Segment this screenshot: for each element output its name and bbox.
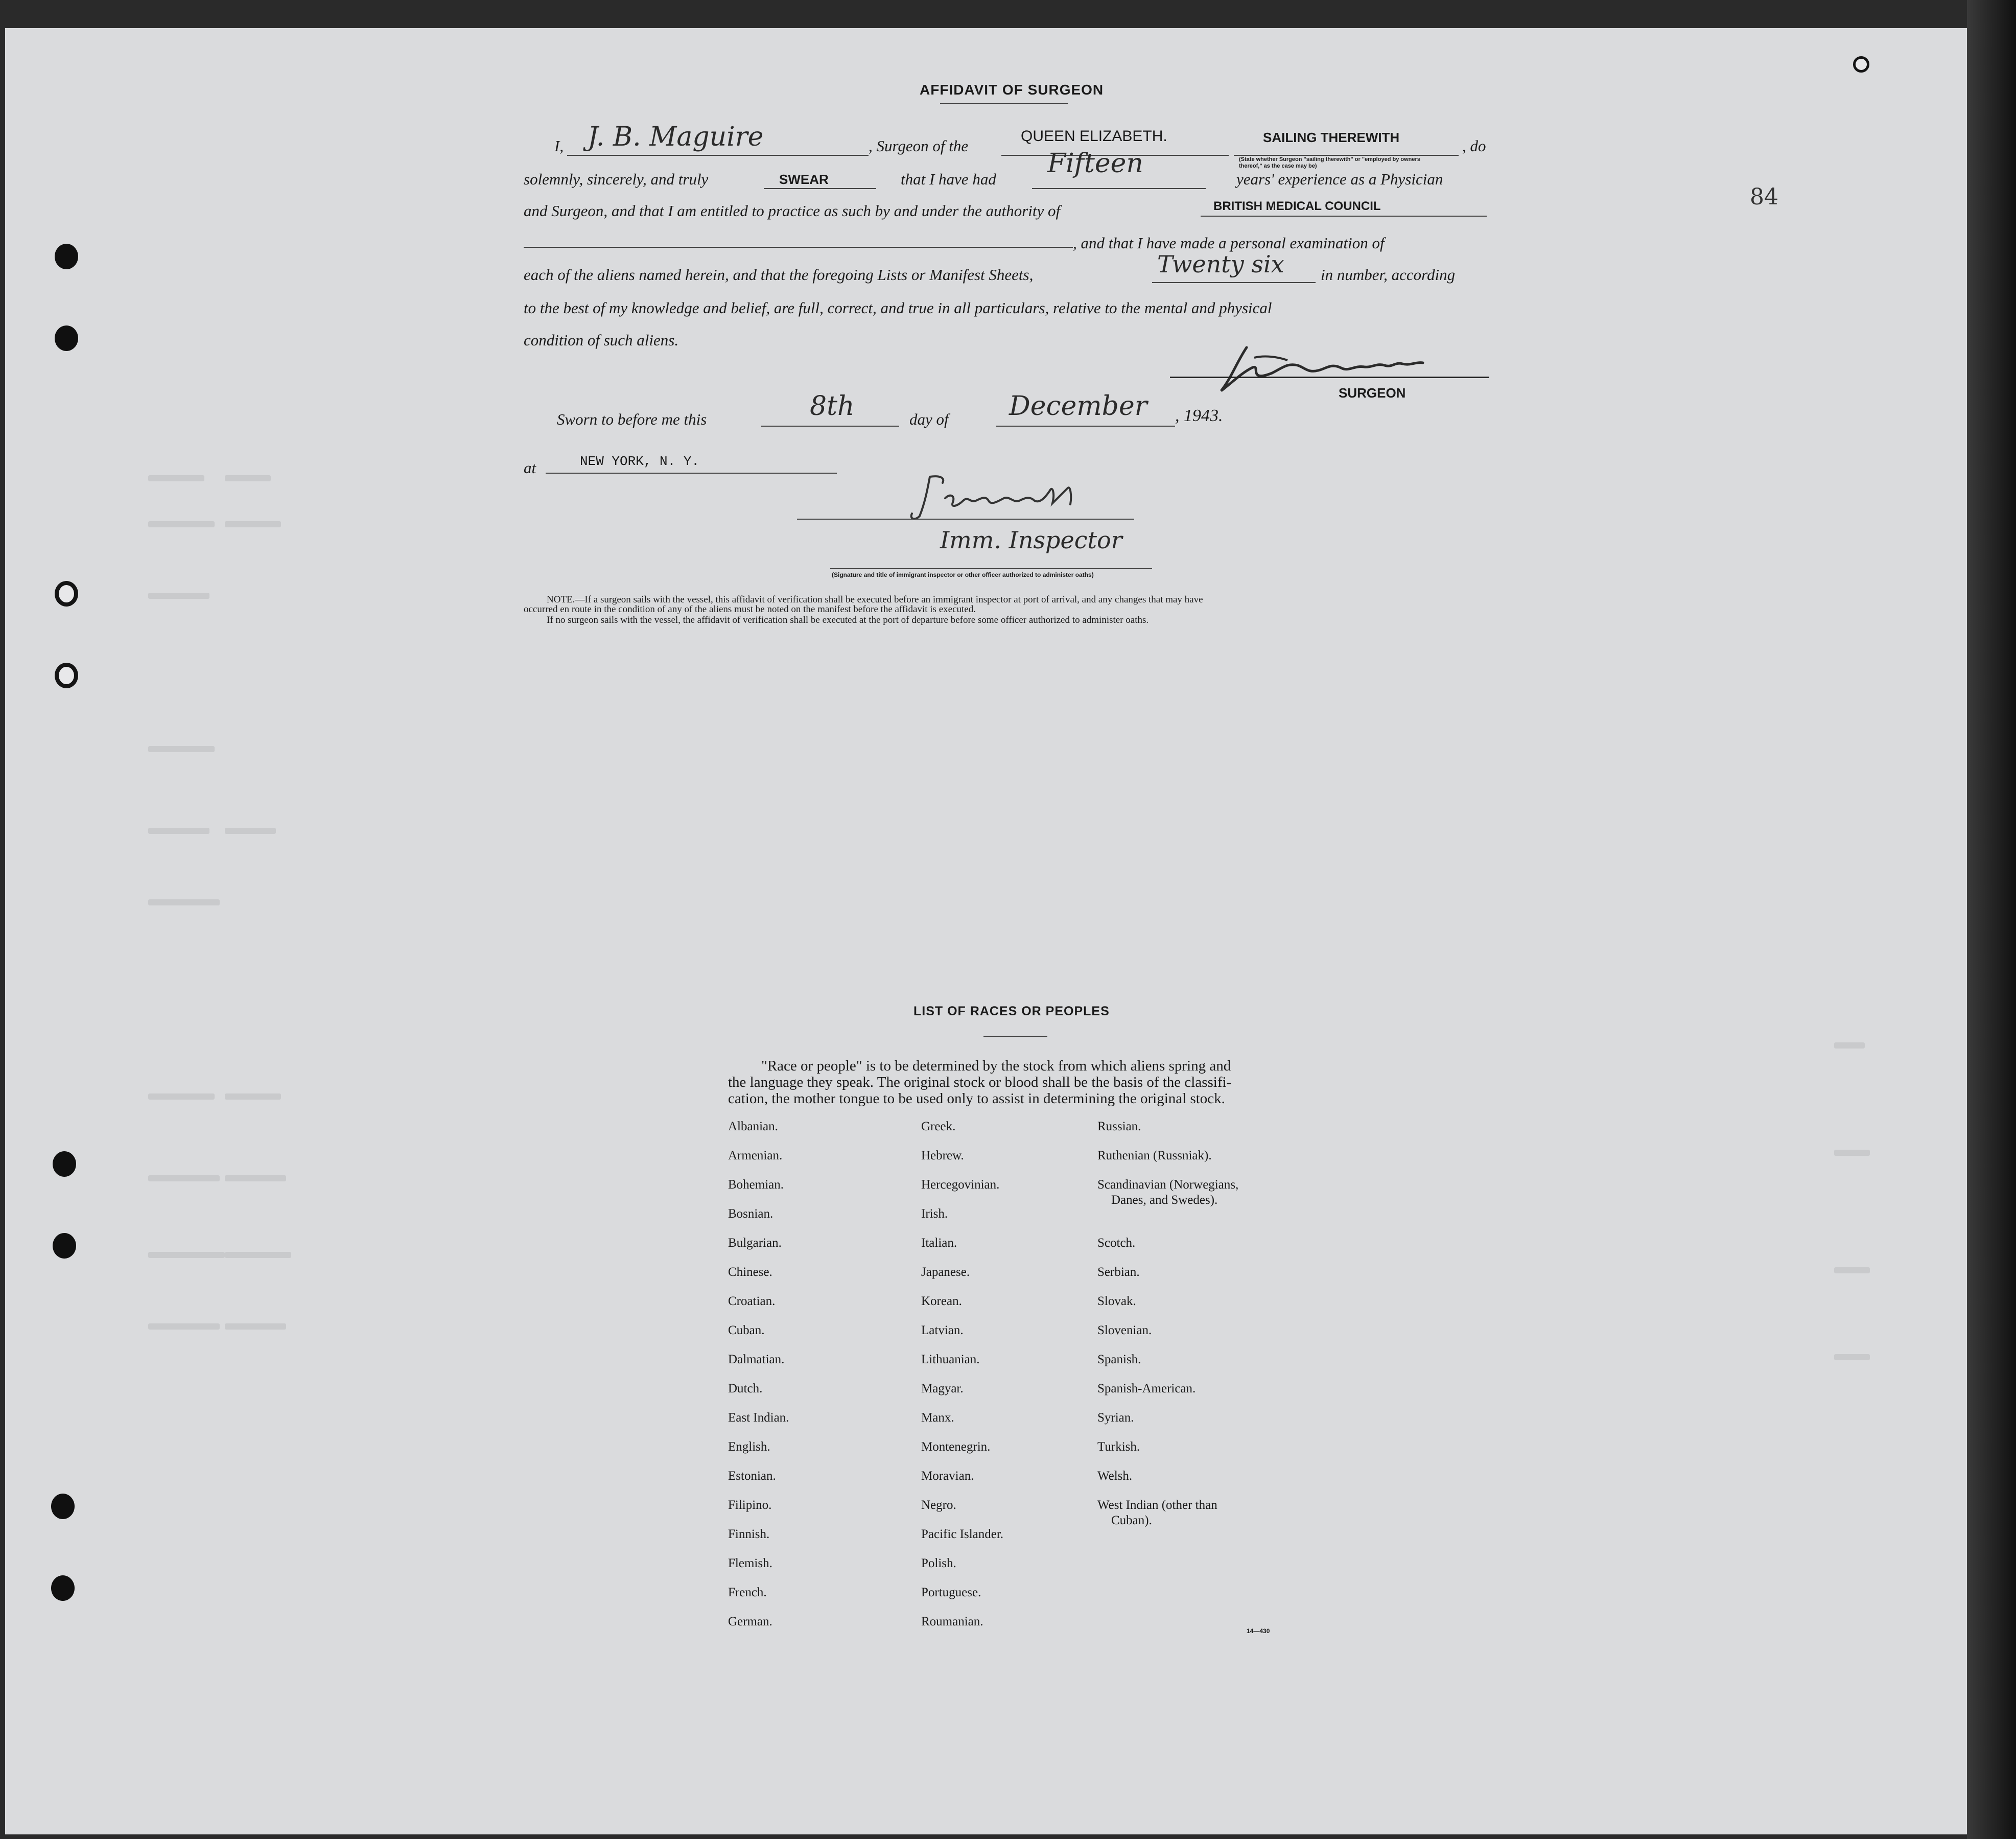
text-do: , do [1462,137,1486,155]
text-in-number: in number, according [1321,266,1456,284]
rule-surgeon-name [567,155,869,156]
race-item: Danes, and Swedes). [1111,1193,1218,1207]
races-title-underline [983,1036,1047,1037]
race-item: English. [728,1440,770,1454]
note-line-2: occurred en route in the condition of any of the aliens must be noted on the manifest before the affidavit is executed. [524,604,976,615]
affidavit-title: AFFIDAVIT OF SURGEON [920,82,1104,98]
race-item: Bosnian. [728,1207,773,1221]
vessel-name: QUEEN ELIZABETH. [1021,128,1167,145]
bleed-through-mark [1834,1042,1865,1049]
race-item: Finnish. [728,1527,770,1541]
race-item: Portuguese. [921,1586,981,1599]
rule-place [546,473,837,474]
race-item: Spanish-American. [1097,1382,1196,1395]
race-item: Filipino. [728,1498,772,1512]
medical-authority: BRITISH MEDICAL COUNCIL [1213,199,1381,213]
race-item: Serbian. [1097,1265,1140,1279]
race-item: Italian. [921,1236,957,1250]
race-item: Moravian. [921,1469,974,1483]
bleed-through-mark [225,1175,286,1181]
bleed-through-mark [225,1323,286,1330]
race-item: Lithuanian. [921,1353,980,1366]
bleed-through-mark [148,1323,220,1330]
race-item: Japanese. [921,1265,970,1279]
rule-surgeon-signature [1170,377,1489,378]
sworn-place: NEW YORK, N. Y. [580,454,700,469]
races-intro-1: "Race or people" is to be determined by the stock from which aliens spring and [761,1058,1231,1074]
text-condition: condition of such aliens. [524,331,679,349]
punch-hole [53,1233,76,1259]
race-item: Welsh. [1097,1469,1133,1483]
text-at: at [524,459,536,477]
race-item: Croatian. [728,1294,776,1308]
punch-hole-ring [55,663,78,688]
oath-word: SWEAR [779,172,829,187]
bleed-through-mark [148,475,204,481]
bleed-through-mark [148,899,220,905]
bleed-through-mark [225,1252,291,1258]
race-item: Roumanian. [921,1615,983,1628]
text-surgeon-of: , Surgeon of the [869,137,969,155]
inspector-signature [899,473,1114,524]
inspector-title: Imm. Inspector [940,526,1122,554]
race-item: Slovenian. [1097,1323,1152,1337]
text-examination: , and that I have made a personal examination of [1073,234,1385,252]
race-item: Albanian. [728,1120,778,1133]
race-item: Russian. [1097,1120,1141,1133]
race-item: East Indian. [728,1411,789,1425]
punch-hole [55,244,78,269]
note-line-1: NOTE.—If a surgeon sails with the vessel, this affidavit of verification shall be executed before an immigrant inspector at port of arrival, and any changes that may have [547,594,1203,605]
surgeon-label: SURGEON [1339,385,1406,401]
race-item: Chinese. [728,1265,772,1279]
text-day-of: day of [909,410,949,428]
bleed-through-mark [148,1093,215,1100]
rule-day [761,426,899,427]
bleed-through-mark [148,1175,220,1181]
punch-hole [55,325,78,351]
punch-hole [53,1151,76,1177]
word-I: I, [554,137,564,155]
text-years: years' experience as a Physician [1236,170,1443,188]
rule-years [1032,188,1206,189]
bleed-through-mark [1834,1267,1870,1273]
races-intro-3: cation, the mother tongue to be used only to assist in determining the original stock. [728,1090,1225,1107]
race-item: Korean. [921,1294,962,1308]
race-item: Syrian. [1097,1411,1134,1425]
race-item: Ruthenian (Russniak). [1097,1149,1212,1162]
sworn-month: December [1009,391,1147,422]
rule-inspector-signature [797,519,1134,520]
rule-authority-continued [524,247,1073,248]
bleed-through-mark [225,1093,281,1100]
bleed-through-mark [1834,1354,1870,1360]
bleed-through-mark [148,1252,225,1258]
bleed-through-mark [225,828,276,834]
bleed-through-mark [1834,1150,1870,1156]
race-item: Pacific Islander. [921,1527,1004,1541]
text-sworn: Sworn to before me this [557,410,707,428]
punch-hole-ring [1853,56,1869,73]
race-item: Polish. [921,1556,956,1570]
rule-authority [1201,216,1487,217]
race-item: West Indian (other than [1097,1498,1217,1512]
race-item: Negro. [921,1498,956,1512]
rule-sheets [1152,282,1316,283]
race-item: Magyar. [921,1382,964,1395]
inspector-caption: (Signature and title of immigrant inspector or other officer authorized to administer oaths) [832,571,1094,578]
sworn-day: 8th [810,391,855,422]
note-line-3: If no surgeon sails with the vessel, the affidavit of verification shall be executed at the port of departure before some officer authorized to administer oaths. [547,615,1149,625]
race-item: Armenian. [728,1149,783,1162]
bleed-through-mark [148,521,215,527]
race-item: Scotch. [1097,1236,1136,1250]
years-experience: Fifteen [1047,148,1143,179]
page-number: 84 [1750,184,1778,210]
text-and-surgeon: and Surgeon, and that I am entitled to practice as such by and under the authority of [524,202,1061,220]
race-item: Scandinavian (Norwegians, [1097,1178,1239,1192]
form-number: 14—430 [1247,1627,1270,1635]
race-item: Dutch. [728,1382,763,1395]
rule-month [996,426,1175,427]
punch-hole [51,1494,75,1519]
rule-oath [764,188,876,189]
race-item: Greek. [921,1120,956,1133]
race-item: Cuban). [1111,1514,1152,1527]
race-item: Turkish. [1097,1440,1140,1454]
race-item: Slovak. [1097,1294,1136,1308]
race-item: Flemish. [728,1556,772,1570]
punch-hole [51,1575,75,1601]
race-item: Manx. [921,1411,954,1425]
sailing-status: SAILING THEREWITH [1263,130,1400,145]
bleed-through-mark [148,828,209,834]
text-solemnly: solemnly, sincerely, and truly [524,170,709,188]
race-item: French. [728,1586,767,1599]
race-item: Bulgarian. [728,1236,782,1250]
sworn-year: , 1943. [1175,406,1223,425]
rule-sailing [1234,155,1459,156]
bleed-through-mark [148,746,215,752]
race-item: Dalmatian. [728,1353,785,1366]
page-edge-shadow [1967,0,2016,1839]
text-had: that I have had [901,170,996,188]
title-underline [940,103,1068,104]
race-item: Latvian. [921,1323,964,1337]
rule-inspector-title [830,568,1152,569]
text-each-alien: each of the aliens named herein, and that the foregoing Lists or Manifest Sheets, [524,266,1034,284]
bleed-through-mark [225,475,271,481]
races-intro-2: the language they speak. The original stock or blood shall be the basis of the classifi- [728,1074,1232,1090]
bleed-through-mark [225,521,281,527]
bleed-through-mark [148,593,209,599]
race-item: Cuban. [728,1323,765,1337]
race-item: Montenegrin. [921,1440,991,1454]
race-item: Irish. [921,1207,948,1221]
punch-hole-ring [55,581,78,607]
sailing-note: (State whether Surgeon "sailing therewith" or "employed by owners thereof," as the case may be) [1239,156,1420,169]
race-item: Hebrew. [921,1149,964,1162]
text-knowledge: to the best of my knowledge and belief, are full, correct, and true in all particulars, relative to the mental and physical [524,299,1272,317]
race-item: Hercegovinian. [921,1178,1000,1192]
race-item: Bohemian. [728,1178,784,1192]
surgeon-name: J. B. Maguire [588,122,764,152]
races-title: LIST OF RACES OR PEOPLES [913,1004,1110,1018]
race-item: German. [728,1615,772,1628]
race-item: Spanish. [1097,1353,1141,1366]
race-item: Estonian. [728,1469,776,1483]
manifest-sheets-count: Twenty six [1157,250,1284,278]
